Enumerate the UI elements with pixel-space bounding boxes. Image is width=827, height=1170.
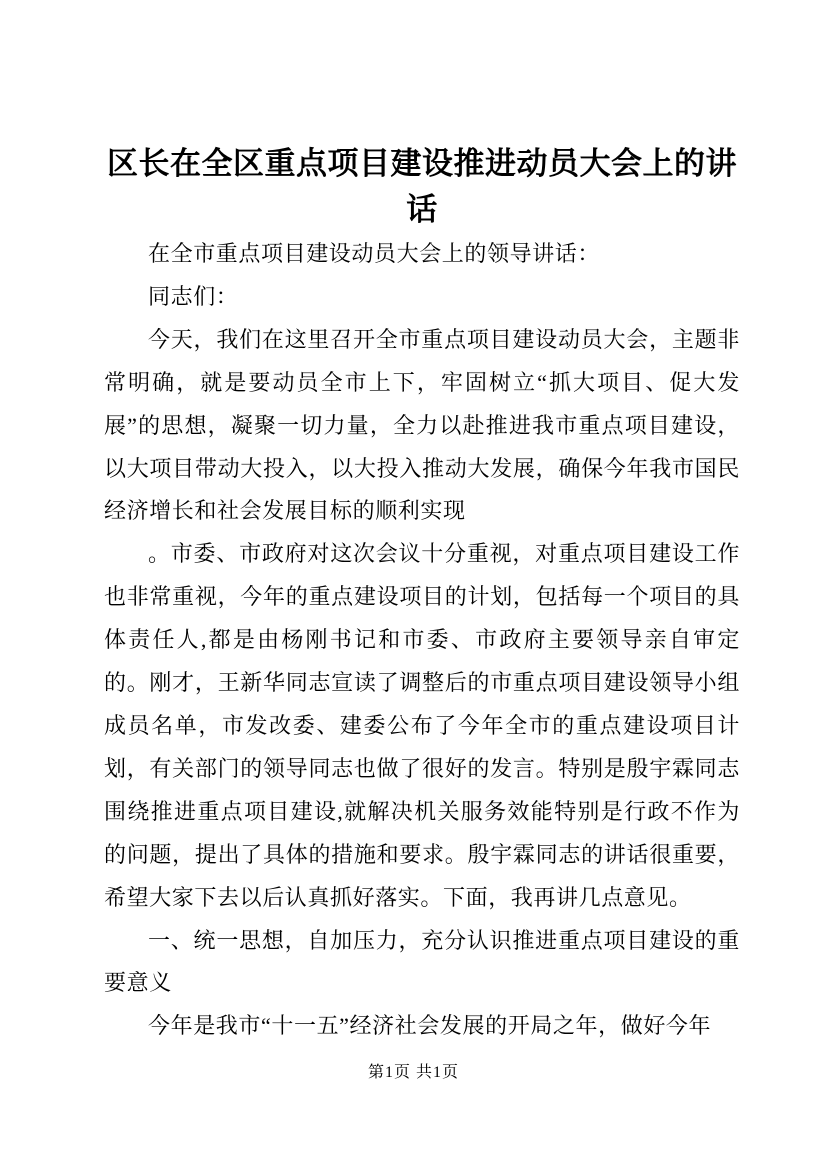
page-footer <box>0 1063 827 1083</box>
paragraph: 。市委、市政府对这次会议十分重视，对重点项目建设工作也非常重视，今年的重点建设项目的计划，包括每一个项目的具体责任人,都是由杨刚书记和市委、市政府主要领导亲自审定的。刚才，王新华同志宣读了调整后的市重点项目建设领导小组成员名单，市发改委、建委公布了今年全市的重点建设项目计划，有关部门的领导同志也做了很好的发言。特别是殷宇霖同志围绕推进重点项目建设,就解决机关服务效能特别是行政不作为的问题，提出了具体的措施和要求。殷宇霖同志的讲话很重要，希望大家下去以后认真抓好落实。下面，我再讲几点意见。 <box>104 541 740 910</box>
paragraph: 在全市重点项目建设动员大会上的领导讲话： <box>148 241 601 266</box>
paragraph: 今天，我们在这里召开全市重点项目建设动员大会，主题非常明确，就是要动员全市上下，牢固树立“抓大项目、促大发展”的思想，凝聚一切力量，全力以赴推进我市重点项目建设，以大项目带动大投入，以大投入推动大发展，确保今年我市国民经济增长和社会发展目标的顺利实现 <box>104 326 740 524</box>
paragraph: 今年是我市“十一五”经济社会发展的开局之年，做好今年 <box>148 1013 712 1039</box>
page-number: 第1页 共1页 <box>367 1064 459 1081</box>
document-title: 区长在全区重点项目建设推进动员大会上的讲话 <box>107 146 737 227</box>
document-body <box>104 233 740 1048</box>
paragraph: 一、统一思想，自加压力，充分认识推进重点项目建设的重要意义 <box>104 927 740 996</box>
paragraph: 同志们： <box>148 283 239 309</box>
document-content <box>104 141 740 1048</box>
